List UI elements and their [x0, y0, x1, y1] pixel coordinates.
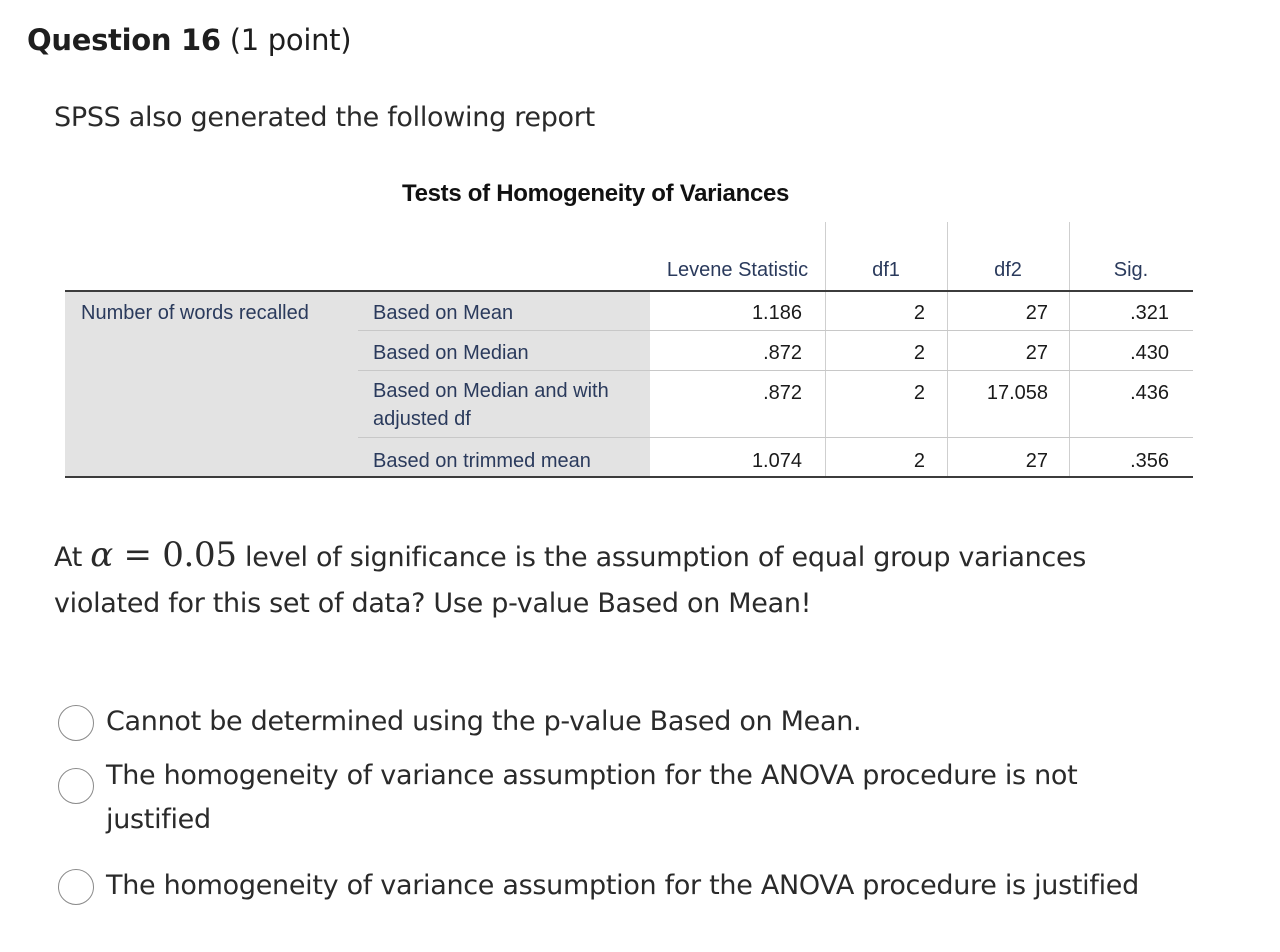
cell-sig: .430 — [1130, 342, 1169, 364]
stem-text: level of significance is the assumption of equal group variances violated for this set of data? Use p-value Based on Mean! — [54, 542, 1087, 619]
radio-button[interactable] — [58, 869, 94, 905]
row-rule — [358, 370, 1193, 371]
answer-option-3[interactable] — [58, 864, 1238, 908]
cell-levene: 1.186 — [751, 302, 802, 324]
cell-levene: 1.074 — [751, 450, 802, 472]
equals-sign: = — [123, 535, 152, 575]
header-rule — [65, 290, 1193, 292]
question-points: (1 point) — [229, 23, 352, 57]
option-label[interactable]: The homogeneity of variance assumption for the ANOVA procedure is justified — [106, 870, 1139, 901]
table-title: Tests of Homogeneity of Variances — [402, 180, 790, 207]
cell-levene: .872 — [763, 342, 802, 364]
answer-option-1[interactable] — [58, 700, 1158, 744]
cell-levene: .872 — [763, 382, 802, 404]
row-label-based-on-median: Based on Median — [373, 342, 529, 364]
cell-df2: 27 — [1025, 342, 1048, 364]
cell-df1: 2 — [913, 302, 925, 324]
row-label-based-on-median-adjusted-line1: Based on Median and with — [373, 380, 609, 402]
row-rule — [358, 437, 1193, 438]
header-levene-statistic: Levene Statistic — [666, 259, 809, 281]
cell-sig: .356 — [1130, 450, 1169, 472]
cell-df1: 2 — [913, 382, 925, 404]
option-label[interactable]: Cannot be determined using the p-value Based on Mean. — [106, 706, 862, 737]
option-label-line2: justified — [106, 804, 211, 835]
cell-df1: 2 — [913, 450, 925, 472]
question-intro: SPSS also generated the following report — [54, 102, 595, 133]
row-label-based-on-median-adjusted-line2: adjusted df — [373, 408, 471, 430]
alpha-expression — [90, 535, 236, 575]
alpha-symbol: α — [90, 535, 113, 575]
cell-df2: 17.058 — [986, 382, 1048, 404]
homogeneity-table — [65, 222, 1193, 478]
stem-prefix: At — [54, 542, 82, 573]
cell-sig: .321 — [1130, 302, 1169, 324]
question-stem — [54, 532, 1174, 627]
bottom-rule — [65, 476, 1193, 478]
group-label: Number of words recalled — [81, 302, 309, 324]
radio-button[interactable] — [58, 768, 94, 804]
cell-df2: 27 — [1025, 302, 1048, 324]
question-title — [27, 20, 351, 60]
row-rule — [358, 330, 1193, 331]
question-number: Question 16 — [27, 23, 221, 57]
alpha-value: 0.05 — [162, 535, 237, 575]
header-df1: df1 — [872, 259, 900, 281]
cell-df1: 2 — [913, 342, 925, 364]
cell-df2: 27 — [1025, 450, 1048, 472]
row-label-based-on-mean: Based on Mean — [373, 302, 514, 324]
header-df2: df2 — [994, 259, 1022, 281]
cell-sig: .436 — [1130, 382, 1169, 404]
radio-button[interactable] — [58, 705, 94, 741]
header-sig: Sig. — [1113, 259, 1149, 281]
row-label-based-on-trimmed-mean: Based on trimmed mean — [373, 450, 591, 472]
answer-option-2[interactable] — [58, 754, 1158, 844]
option-label[interactable] — [106, 754, 1077, 842]
option-label-line1: The homogeneity of variance assumption for the ANOVA procedure is not — [106, 760, 1078, 791]
